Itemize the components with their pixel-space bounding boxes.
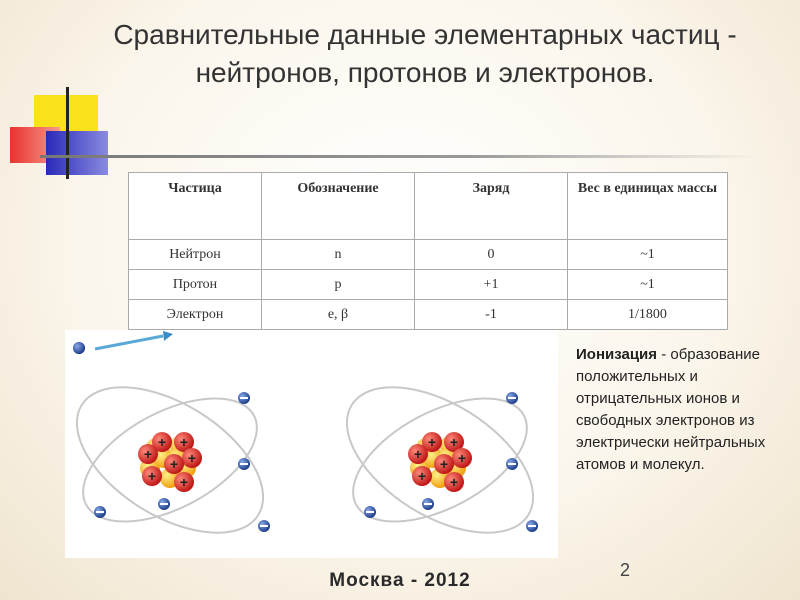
proton-sign: +: [179, 474, 189, 490]
cell-charge: 0: [415, 240, 568, 270]
electron-sign: [240, 397, 248, 399]
ejected-electron-arrow: [95, 331, 173, 349]
proton-sign: +: [143, 446, 153, 462]
electron-sign: [508, 463, 516, 465]
ionization-text: - образование положительных и отрицательных ионов и свободных электронов из электрически нейтральных атомов и молекул.: [576, 346, 766, 473]
footer-text: Москва - 2012: [329, 570, 471, 591]
atoms-diagram: [65, 330, 558, 558]
proton-sign: +: [157, 434, 167, 450]
proton-sign: +: [427, 434, 437, 450]
header-charge: Заряд: [415, 173, 568, 240]
proton-sign: +: [449, 474, 459, 490]
arrow-shaft: [95, 336, 163, 349]
ionization-definition: [576, 344, 766, 476]
electron-sign: [424, 503, 432, 505]
proton-sign: +: [179, 434, 189, 450]
proton-sign: +: [439, 456, 449, 472]
ionization-term: Ионизация: [576, 346, 658, 363]
electron-sign: [528, 525, 536, 527]
cell-mass: 1/1800: [568, 300, 728, 330]
atom-illustration: [65, 330, 558, 558]
proton-sign: +: [169, 456, 179, 472]
proton-sign: +: [187, 450, 197, 466]
cell-particle: Протон: [129, 270, 262, 300]
proton-sign: +: [449, 434, 459, 450]
header-particle: Частица: [129, 173, 262, 240]
page-number: 2: [620, 560, 631, 580]
cell-mass: ~1: [568, 270, 728, 300]
atom-left: [65, 342, 288, 558]
proton-sign: +: [457, 450, 467, 466]
table-header-row: [129, 173, 728, 240]
table-row: [129, 270, 728, 300]
arrow-head: [163, 331, 173, 341]
electron-sign: [160, 503, 168, 505]
cell-charge: +1: [415, 270, 568, 300]
header-symbol: Обозначение: [262, 173, 415, 240]
header-mass: Вес в единицах массы: [568, 173, 728, 240]
proton-sign: +: [147, 468, 157, 484]
electron-sign: [260, 525, 268, 527]
vertical-line: [66, 87, 69, 179]
cell-particle: Электрон: [129, 300, 262, 330]
cell-charge: -1: [415, 300, 568, 330]
cell-symbol: p: [262, 270, 415, 300]
cell-symbol: n: [262, 240, 415, 270]
electron-sign: [240, 463, 248, 465]
electron-sign: [508, 397, 516, 399]
table-row: [129, 240, 728, 270]
slide-title: Сравнительные данные элементарных частиц - нейтронов, протонов и электронов.: [113, 19, 737, 88]
electron-sign: [366, 511, 374, 513]
proton-sign: +: [413, 446, 423, 462]
electron-sign: [96, 511, 104, 513]
cell-symbol: e, β: [262, 300, 415, 330]
cell-mass: ~1: [568, 240, 728, 270]
ejected-electron: [73, 342, 85, 354]
cell-particle: Нейтрон: [129, 240, 262, 270]
decorative-corner-squares: [10, 95, 110, 180]
proton-sign: +: [417, 468, 427, 484]
blue-square: [46, 131, 108, 175]
title-divider: [40, 155, 760, 158]
table-row: [129, 300, 728, 330]
atom-right: [322, 357, 558, 558]
particle-comparison-table: [128, 172, 728, 330]
